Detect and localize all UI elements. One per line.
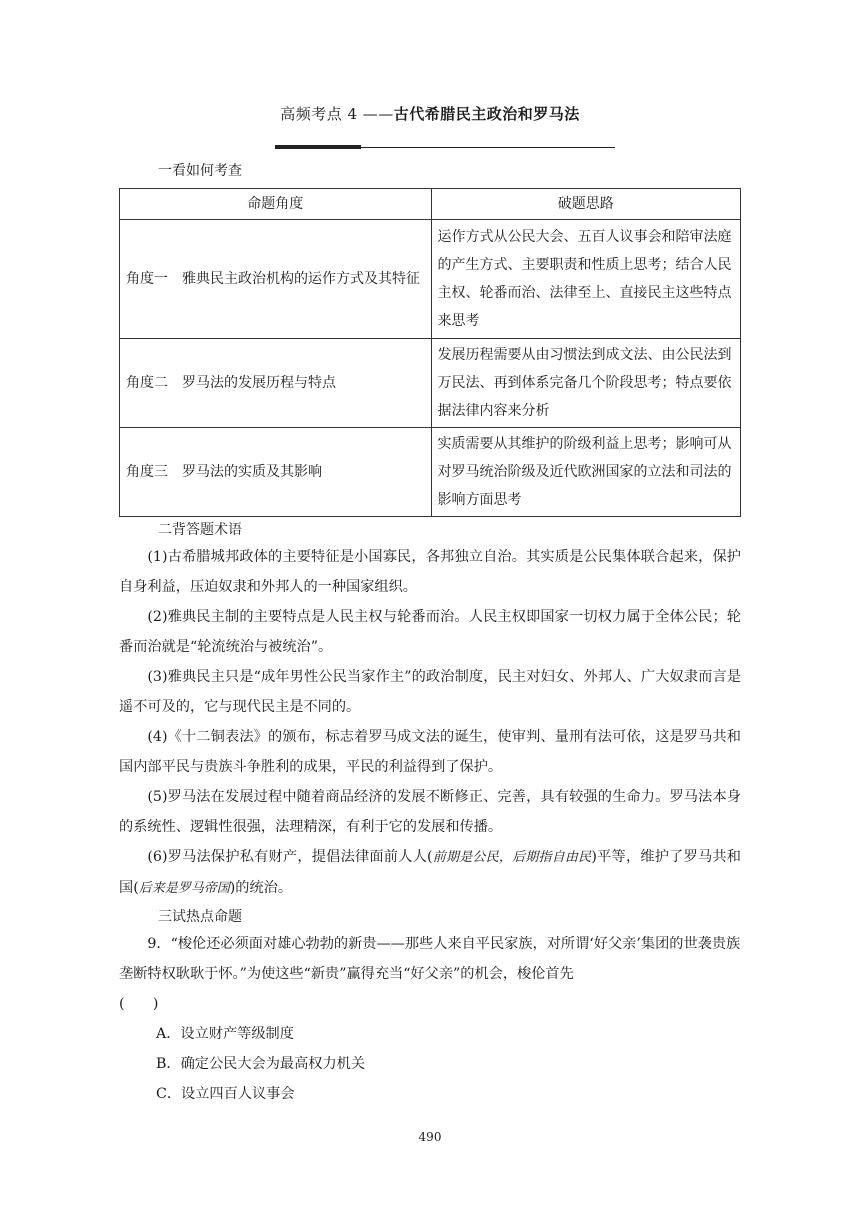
- point-6-note: 前期是公民，后期指自由民: [432, 850, 592, 865]
- point-1: (1)古希腊城邦政体的主要特征是小国寡民，各邦独立自治。其实质是公民集体联合起来，保护自身利益，压迫奴隶和外邦人的一种国家组织。: [119, 549, 741, 595]
- question-stem: 9．“梭伦还必须面对雄心勃勃的新贵——那些人来自平民家族，对所谓‘好父亲’集团的世袭贵族垄断特权耿耿于怀。”为使这些“新贵”赢得充当“好父亲”的机会，梭伦首先: [119, 936, 741, 982]
- table-header-row: [120, 189, 741, 220]
- table-row: [120, 428, 741, 517]
- point-5: (5)罗马法在发展过程中随着商品经济的发展不断修正、完善，具有较强的生命力。罗马法本身的系统性、逻辑性很强，法理精深，有利于它的发展和传播。: [119, 789, 741, 835]
- section-heading-1: 一看如何考查: [158, 163, 242, 179]
- exam-angle-table: [119, 188, 741, 517]
- title-prefix: 高频考点 4 ——: [280, 105, 394, 123]
- title-text: 古代希腊民主政治和罗马法: [393, 105, 580, 123]
- page-number: 490: [418, 1130, 442, 1144]
- point-4: (4)《十二铜表法》的颁布，标志着罗马成文法的诞生，使审判、量刑有法可依，这是罗马共和国内部平民与贵族斗争胜利的成果，平民的利益得到了保护。: [119, 729, 741, 775]
- table-cell-approach: 实质需要从其维护的阶级利益上思考；影响可从对罗马统治阶级及近代欧洲国家的立法和司法的影响方面思考: [431, 428, 741, 517]
- point-6-note: 后来是罗马帝国: [138, 881, 230, 896]
- option-a: A．设立财产等级制度: [156, 1026, 294, 1042]
- title-rule-accent: [275, 145, 361, 149]
- section-heading-3: 三试热点命题: [158, 909, 242, 925]
- table-cell-angle: 角度一 雅典民主政治机构的运作方式及其特征: [120, 220, 432, 339]
- question-block: [119, 929, 741, 1109]
- point-2: (2)雅典民主制的主要特点是人民主权与轮番而治。人民主权即国家一切权力属于全体公民；轮番而治就是“轮流统治与被统治”。: [119, 609, 741, 655]
- answer-points: [119, 542, 741, 904]
- point-6: [119, 842, 741, 904]
- table-row: [120, 339, 741, 428]
- table-header: 命题角度: [120, 189, 432, 220]
- option-c: C．设立四百人议事会: [156, 1086, 295, 1102]
- page-title: [0, 103, 860, 124]
- point-6-text: (6)罗马法保护私有财产，提倡法律面前人人(: [147, 849, 433, 865]
- table-row: [120, 220, 741, 339]
- table-header: 破题思路: [431, 189, 741, 220]
- section-heading-2: 二背答题术语: [158, 522, 242, 538]
- table-cell-angle: 角度二 罗马法的发展历程与特点: [120, 339, 432, 428]
- table-cell-angle: 角度三 罗马法的实质及其影响: [120, 428, 432, 517]
- option-b: B．确定公民大会为最高权力机关: [156, 1056, 366, 1072]
- point-3: (3)雅典民主只是“成年男性公民当家作主”的政治制度，民主对妇女、外邦人、广大奴隶而言是遥不可及的，它与现代民主是不同的。: [119, 669, 741, 715]
- point-6-text: )平等，维护了罗马共和国(: [119, 849, 741, 896]
- table-cell-approach: 运作方式从公民大会、五百人议事会和陪审法庭的产生方式、主要职责和性质上思考；结合人民主权、轮番而治、法律至上、直接民主这些特点来思考: [431, 220, 741, 339]
- point-6-text: )的统治。: [229, 880, 293, 896]
- question-blank: ( ): [119, 996, 159, 1012]
- table-cell-approach: 发展历程需要从由习惯法到成文法、由公民法到万民法、再到体系完备几个阶段思考；特点要依据法律内容来分析: [431, 339, 741, 428]
